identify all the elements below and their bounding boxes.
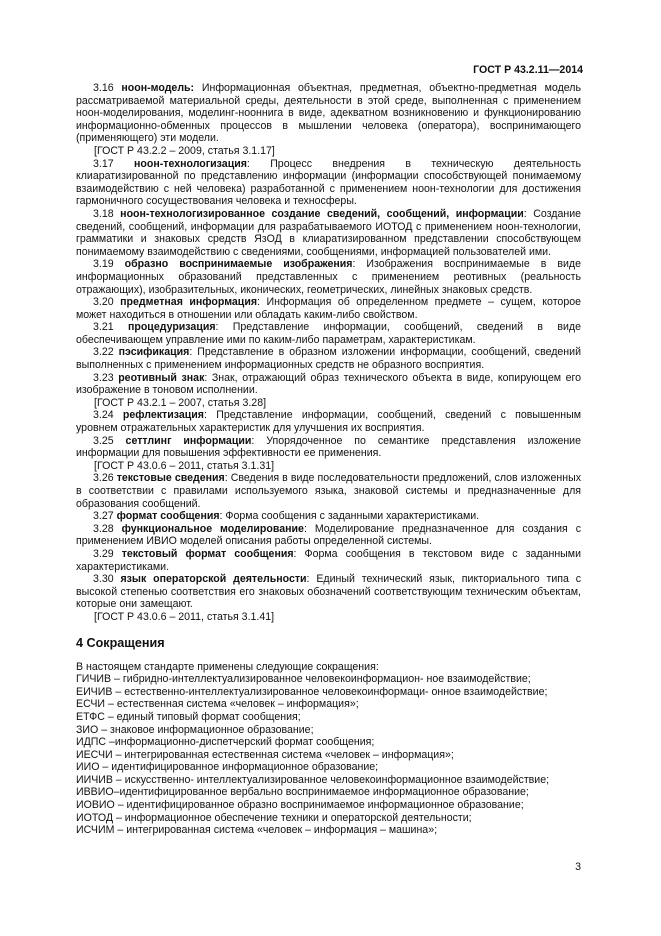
entry-term: функциональное моделирование xyxy=(121,522,304,535)
entry-term: ноон-технологизированное создание сведений, сообщений, информации xyxy=(120,207,524,220)
entry-definition: : Сведения в виде последовательности предложений, слов изложенных в соответствии с правилами используемого языка, знаковой системы и предназначенные для образования сообщений. xyxy=(76,472,582,510)
section-intro: В настоящем стандарте применены следующие сокращения: xyxy=(76,660,379,673)
definition-entry xyxy=(76,472,581,510)
definition-entry xyxy=(76,409,581,434)
reference-citation: [ГОСТ Р 43.0.6 – 2011, статья 3.1.41] xyxy=(94,610,275,623)
definition-entry xyxy=(76,346,581,371)
definition-entry xyxy=(76,82,581,145)
reference-citation: [ГОСТ Р 43.0.6 – 2011, статья 3.1.31] xyxy=(94,459,275,472)
page-number: 3 xyxy=(575,861,581,873)
entry-number: 3.25 xyxy=(93,434,114,447)
entry-definition: : Процесс внедрения в техническую деятельность клиаратизированной по представлению информации (информации способствующей понимаемому взаимодействию с ней человека) разработанной с применением ноон-технологии для достижения гармоничного сосуществования человека и техносферы. xyxy=(76,157,581,208)
definition-entry xyxy=(76,321,581,346)
entry-number: 3.18 xyxy=(93,207,114,220)
entry-term: образно воспринимаемые изображения xyxy=(124,258,353,271)
entry-number: 3.21 xyxy=(93,321,114,334)
reference-citation: [ГОСТ Р 43.2.1 – 2007, статья 3.28] xyxy=(94,396,267,409)
entry-definition: : Форма сообщения в текстовом виде с заданными характеристиками. xyxy=(76,547,581,573)
entry-term: текстовый формат сообщения xyxy=(121,547,294,560)
definition-entry xyxy=(76,296,581,321)
abbreviation-item: ЕИЧИВ – естественно-интеллектуализированное человекоинформаци- онное взаимодействие; xyxy=(76,685,548,698)
entry-definition: : Изображения воспринимаемые в виде информационных образований представленных с применением реотивных (реальность отражающих), изобразительных, иконических, геометрических, линейных знаковых средств. xyxy=(76,258,581,296)
doc-code-header: ГОСТ Р 43.2.11—2014 xyxy=(473,64,583,76)
entry-term: предметная информация xyxy=(120,296,258,309)
definition-entry xyxy=(76,510,581,523)
entry-term: реотивный знак xyxy=(118,371,205,384)
entry-number: 3.27 xyxy=(93,510,114,523)
entry-definition: : Упорядоченное по семантике представления изложение информации для повышения эффективности ее применения. xyxy=(76,434,581,460)
entry-number: 3.29 xyxy=(93,547,114,560)
entry-definition: : Представление информации, сообщений, сведений в виде обеспечивающем управление ими по каким-либо параметрам, характеристикам. xyxy=(76,321,581,346)
entry-definition: : Создание сведений, сообщений, информации для разрабатываемого ИОТОД с применением ноон-технологии, грамматики и знаковых средств ЯзОД в клиаратизированном представлении способствующем понимаемому взаимодействию с сведениями, сообщениями, информацией пользователей ими. xyxy=(76,207,582,258)
abbreviation-item: ИДПС –информационно-диспетчерский формат сообщения; xyxy=(76,736,375,749)
abbreviation-item: ИОТОД – информационное обеспечение техники и операторской деятельности; xyxy=(76,811,472,824)
entry-definition: : Форма сообщения с заданными характеристиками. xyxy=(219,510,480,523)
definition-entry xyxy=(76,158,581,208)
entry-definition: : Моделирование предназначенное для создания с применением ИВИО моделей описания работы определенной системы. xyxy=(76,522,581,548)
entry-definition: : Представление в образном изложении информации, сообщений, сведений выполненных с применением информационных средств не образного восприятия. xyxy=(76,346,581,372)
abbreviation-item: ЗИО – знаковое информационное образование; xyxy=(76,723,314,736)
definition-entry xyxy=(76,435,581,460)
entry-term: сеттлинг информации xyxy=(125,434,252,447)
definition-entry xyxy=(76,573,581,611)
entry-number: 3.23 xyxy=(93,371,114,384)
entry-definition: : Представление информации, сообщений, сведений с повышенным уровнем отражательных характеристик для улучшения их восприятия. xyxy=(76,409,581,435)
entry-definition: : Знак, отражающий образ технического объекта в виде, копирующем его изображение в тоновом исполнении. xyxy=(76,371,581,397)
abbreviation-item: ЕСЧИ – естественная система «человек – информация»; xyxy=(76,698,359,711)
abbreviation-item: ИИЧИВ – искусственно- интеллектуализированное человекоинформационное взаимодействие; xyxy=(76,773,550,786)
definition-entry xyxy=(76,372,581,397)
entry-number: 3.28 xyxy=(93,522,114,535)
entry-number: 3.24 xyxy=(93,409,114,422)
entry-definition: : Информация об определенном предмете – сущем, которое может находиться в отношении или обладать каким-либо свойством. xyxy=(76,296,582,321)
definition-entry xyxy=(76,208,581,258)
definition-entry xyxy=(76,258,581,296)
entry-definition: : Единый технический язык, пиктoриального типа с высокой степенью соответствия его знаковых обозначений соответствующим техническим объектам, которые они замещают. xyxy=(76,573,581,611)
entry-number: 3.20 xyxy=(93,296,114,309)
abbreviation-item: ИОВИО – идентифицированное образно воспринимаемое информационное образование; xyxy=(76,799,524,812)
entry-number: 3.16 xyxy=(93,82,114,94)
entry-term: процедуризация xyxy=(127,321,216,334)
abbreviations-list xyxy=(76,673,581,837)
entry-term: язык операторской деятельности xyxy=(120,573,307,586)
entry-term: рефлектизация xyxy=(122,409,204,422)
entry-term: текстовые сведения xyxy=(116,472,225,485)
definition-entry xyxy=(76,548,581,573)
abbreviation-item: ИЕСЧИ – интегрированная естественная система «человек – информация»; xyxy=(76,748,454,761)
entry-term: пэсификация xyxy=(118,346,190,359)
reference-citation: [ГОСТ Р 43.2.2 – 2009, статья 3.1.17] xyxy=(94,144,275,157)
abbreviation-item: ЕТФС – единый типовый формат сообщения; xyxy=(76,710,301,723)
entry-number: 3.22 xyxy=(93,346,114,359)
definitions-list xyxy=(76,82,581,624)
entry-term: ноон-модель: xyxy=(121,82,195,94)
entry-definition: Информационная объектная, предметная, объектно-предметная модель рассматриваемой материальной среды, деятельности в этой среде, выполненная с применением ноон-моделирования, моделинг-нооннига в виде, адекватном возникновению и функционированию информационно-обменных процессов в мышлении человека (оператора), воспринимающего (применяющего) эти модели. xyxy=(76,82,581,145)
section-title: 4 Сокращения xyxy=(76,635,165,650)
entry-number: 3.26 xyxy=(93,472,114,485)
document-body xyxy=(76,82,581,837)
entry-term: ноон-технологизация xyxy=(133,157,247,170)
entry-number: 3.30 xyxy=(93,573,114,586)
abbreviation-item: ИСЧИМ – интегрированная система «человек – информация – машина»; xyxy=(76,824,438,837)
abbreviation-item: ИВВИО–идентифицированное вербально воспринимаемое информационное образование; xyxy=(76,786,529,799)
abbreviation-item: ГИЧИВ – гибридно-интеллектуализированное человекоинформацион- ное взаимодействие; xyxy=(76,673,531,686)
entry-term: формат сообщения xyxy=(116,510,220,523)
definition-entry xyxy=(76,523,581,548)
abbreviation-item: ИИО – идентифицированное информационное образование; xyxy=(76,761,379,774)
entry-number: 3.17 xyxy=(93,157,114,170)
entry-number: 3.19 xyxy=(93,258,114,271)
